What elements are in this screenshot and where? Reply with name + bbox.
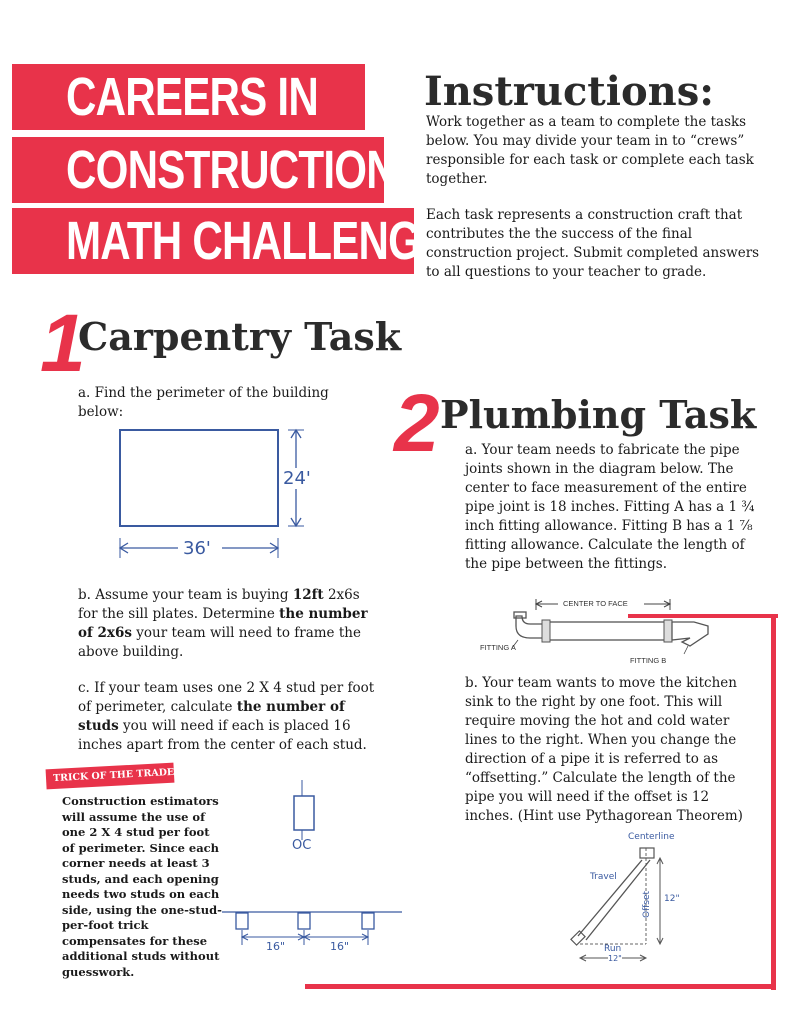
- plumbing-title: Plumbing Task: [440, 392, 757, 437]
- banner-line3: MATH CHALLENGE!: [66, 211, 461, 271]
- run-value-label: 12": [608, 954, 622, 963]
- fitting-a-label: FITTING A: [480, 643, 516, 652]
- plumbing-question-a: a. Your team needs to fabricate the pipe joints shown in the diagram below. The center to face measurement of the entire pipe joint is 18 inches. Fitting A has a 1 ¾ inch fitting allowance. Fitting B has a 1 ⁷⁄₈ fitting allowance. Calculate the length of the pipe between the fittings.: [465, 442, 755, 572]
- carpentry-title: Carpentry Task: [78, 314, 402, 359]
- dimension-width-label: 36': [183, 538, 211, 559]
- stud-spacing-diagram: [222, 780, 407, 970]
- instructions-paragraph-2: Each task represents a construction craft that contributes the the success of the final construction project. Submit completed answers to all questions to your teacher to grade.: [426, 207, 760, 280]
- offset-value-label: 12": [664, 894, 680, 904]
- oc-label: OC: [292, 838, 312, 853]
- dimension-height-label: 24': [283, 468, 311, 489]
- carpentry-question-a: a. Find the perimeter of the building below:: [78, 385, 329, 420]
- carpentry-number: 1: [40, 298, 86, 389]
- trick-text: Construction estimators will assume the use of one 2 X 4 stud per foot of perimeter. Since each corner needs at least 3 studs, and each opening needs two studs on each side, using the one-stud-per-foot trick compensates for these additional studs without guesswork.: [62, 794, 222, 979]
- stud-spacing-label-1: 16": [266, 940, 286, 953]
- frame-line-bottom: [305, 984, 776, 989]
- carpentry-question-c: c. If your team uses one 2 X 4 stud per foot of perimeter, calculate the number of studs you will need if each is placed 16 inches apart from the center of each stud.: [78, 680, 375, 753]
- frame-line-right: [771, 614, 776, 990]
- banner-line2: CONSTRUCTION: [66, 140, 396, 200]
- plumbing-question-b: b. Your team wants to move the kitchen sink to the right by one foot. This will require moving the hot and cold water lines to the right. When you change the direction of a pipe it is referred to as “offsetting.” Calculate the length of the pipe you will need if the offset is 12 inches. (Hint use Pythagorean Theorem): [465, 675, 743, 824]
- centerline-label: Centerline: [628, 832, 675, 842]
- run-label: Run: [604, 944, 622, 954]
- stud-spacing-label-2: 16": [330, 940, 350, 953]
- frame-line-top: [628, 614, 778, 618]
- instructions-paragraph-1: Work together as a team to complete the tasks below. You may divide your team in to “crews” responsible for each task or complete each task together.: [426, 114, 754, 187]
- banner-line1: CAREERS IN: [66, 67, 318, 127]
- travel-label: Travel: [590, 872, 617, 882]
- plumbing-number: 2: [394, 378, 440, 469]
- building-perimeter-diagram: [110, 418, 330, 568]
- instructions-title: Instructions:: [424, 68, 715, 115]
- fitting-b-label: FITTING B: [630, 656, 667, 665]
- offset-label: Offset: [642, 890, 652, 918]
- trick-label: TRICK OF THE TRADE: [52, 766, 175, 785]
- center-to-face-label: CENTER TO FACE: [563, 599, 628, 608]
- carpentry-question-b: b. Assume your team is buying 12ft 2x6s for the sill plates. Determine the number of 2x6s your team will need to frame the above building.: [78, 587, 368, 660]
